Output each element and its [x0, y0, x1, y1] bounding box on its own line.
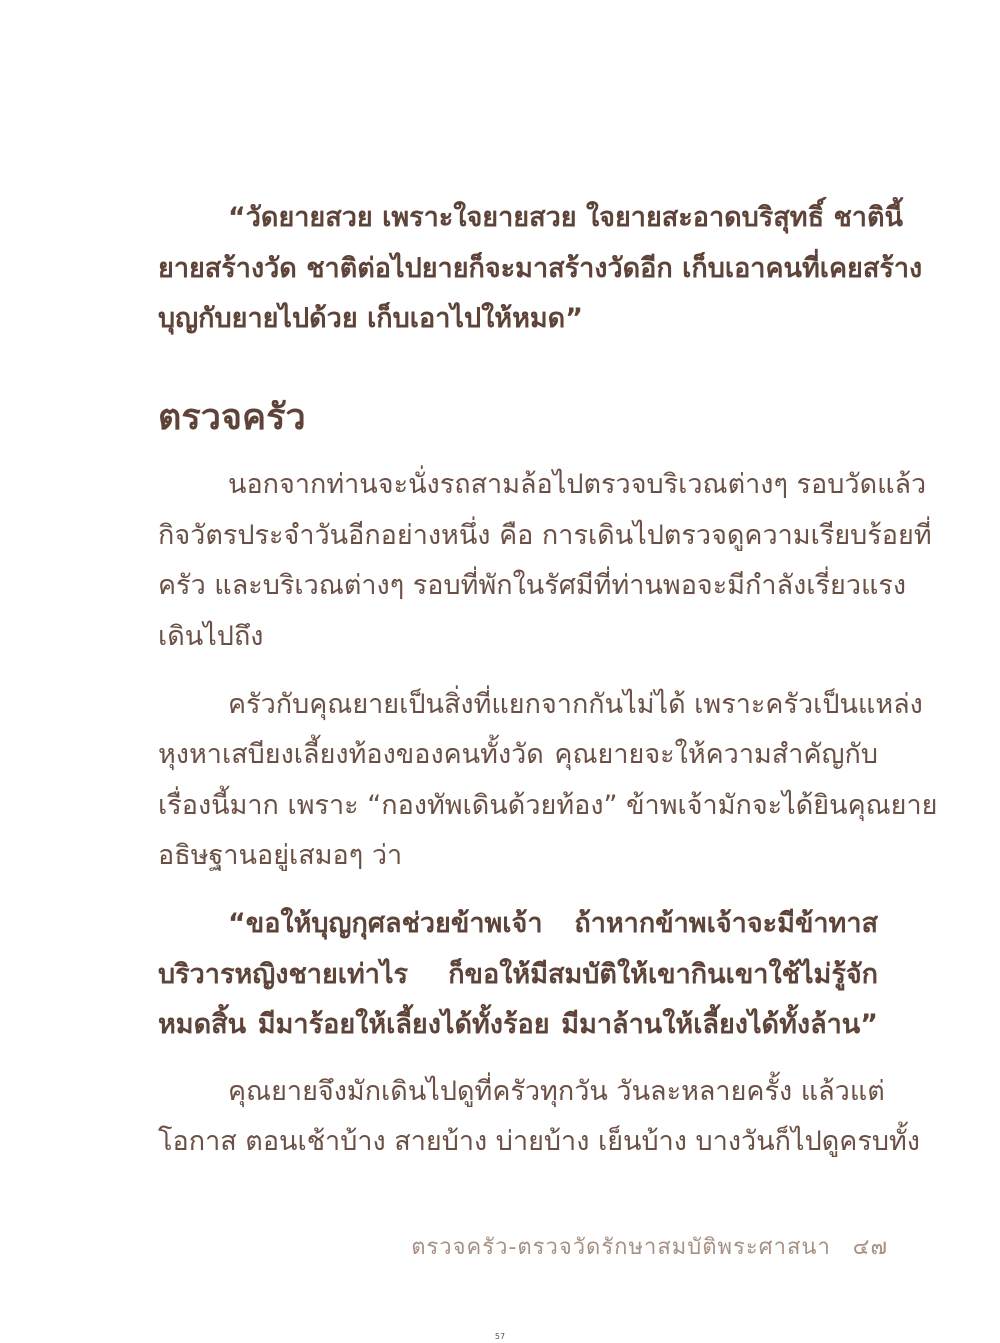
- quote-line: “วัดยายสวย เพราะใจยายสวย ใจยายสะอาดบริสุทธิ์ ชาตินี้: [228, 202, 903, 233]
- paragraph-line: กิจวัตรประจำวันอีกอย่างหนึ่ง คือ การเดินไปตรวจดูความเรียบร้อยที่: [158, 520, 932, 551]
- paragraph-line: โอกาส ตอนเช้าบ้าง สายบ้าง บ่ายบ้าง เย็นบ้าง บางวันก็ไปดูครบทั้ง: [158, 1126, 920, 1157]
- paragraph-line: นอกจากท่านจะนั่งรถสามล้อไปตรวจบริเวณต่างๆ รอบวัดแล้ว: [228, 469, 927, 500]
- paragraph-line: หุงหาเสบียงเลี้ยงท้องของคนทั้งวัด คุณยายจะให้ความสำคัญกับ: [158, 739, 878, 770]
- running-footer: [411, 1232, 888, 1264]
- paragraph-line: คุณยายจึงมักเดินไปดูที่ครัวทุกวัน วันละหลายครั้ง แล้วแต่: [228, 1076, 885, 1107]
- quote-line: บุญกับยายไปด้วย เก็บเอาไปให้หมด”: [158, 303, 583, 334]
- page-number: ๔๗: [852, 1235, 888, 1260]
- quote-line: “ขอให้บุญกุศลช่วยข้าพเจ้า ถ้าหากข้าพเจ้าจะมีข้าทาส: [228, 908, 878, 939]
- paragraph-line: ครัวกับคุณยายเป็นสิ่งที่แยกจากกันไม่ได้ เพราะครัวเป็นแหล่ง: [228, 689, 923, 720]
- running-title: ตรวจครัว-ตรวจวัดรักษาสมบัติพระศาสนา: [411, 1235, 831, 1260]
- section-heading: ตรวจครัว: [158, 397, 306, 438]
- quote-line: บริวารหญิงชายเท่าไร ก็ขอให้มีสมบัติให้เขากินเขาใช้ไม่รู้จัก: [158, 959, 878, 990]
- scan-page-number: 57: [494, 1332, 506, 1341]
- paragraph-line: เรื่องนี้มาก เพราะ “กองทัพเดินด้วยท้อง” ข้าพเจ้ามักจะได้ยินคุณยาย: [158, 790, 938, 821]
- paragraph-line: เดินไปถึง: [158, 621, 264, 652]
- quote-line: หมดสิ้น มีมาร้อยให้เลี้ยงได้ทั้งร้อย มีมาล้านให้เลี้ยงได้ทั้งล้าน”: [158, 1009, 878, 1040]
- paragraph-line: อธิษฐานอยู่เสมอๆ ว่า: [158, 840, 403, 871]
- quote-line: ยายสร้างวัด ชาติต่อไปยายก็จะมาสร้างวัดอีก เก็บเอาคนที่เคยสร้าง: [158, 253, 923, 284]
- paragraph-line: ครัว และบริเวณต่างๆ รอบที่พักในรัศมีที่ท่านพอจะมีกำลังเรี่ยวแรง: [158, 570, 907, 601]
